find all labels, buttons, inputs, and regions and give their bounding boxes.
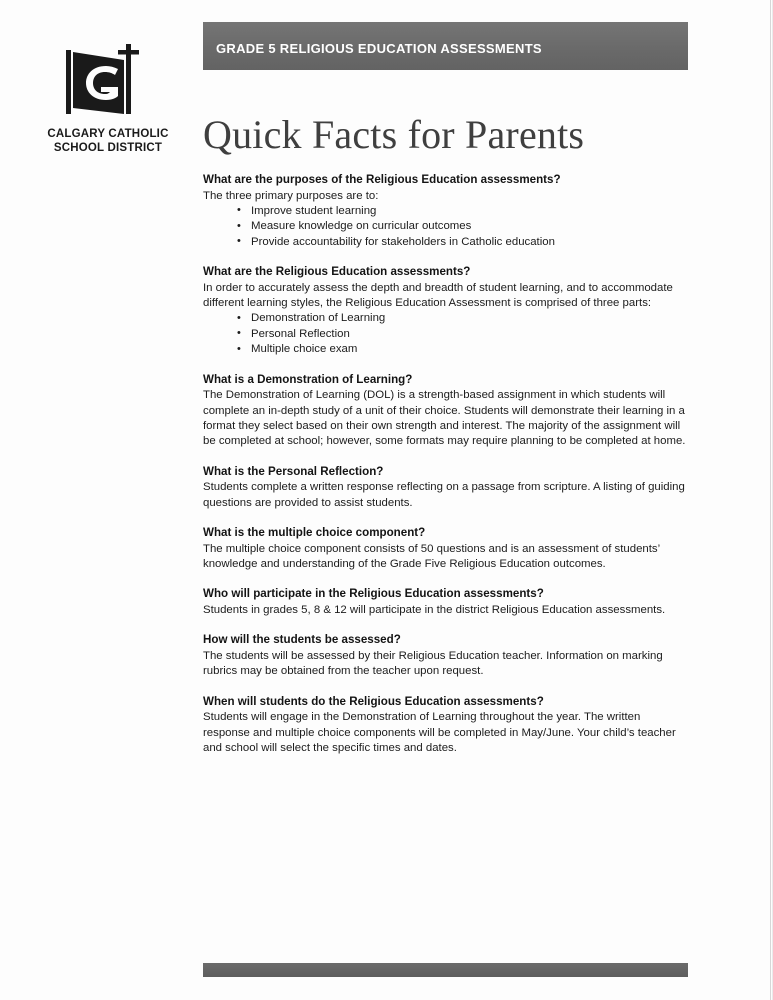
section-body: Students complete a written response reflecting on a passage from scripture. A listing of guiding questions are provided to assist students. [203,481,685,509]
list-item: • Personal Reflection [237,327,688,342]
section-heading: When will students do the Religious Education assessments? [203,694,544,708]
section-intro: The three primary purposes are to: [203,189,379,202]
section-bullet-list [203,311,688,357]
main-content [203,112,688,756]
section-body: The students will be assessed by their Religious Education teacher. Information on marking rubrics may be obtained from the teacher upon request. [203,649,663,678]
scan-edge-line [770,0,771,1000]
qa-section [203,525,688,572]
section-heading: What are the purposes of the Religious Education assessments? [203,173,561,186]
list-item: • Demonstration of Learning [237,311,688,326]
header-banner [203,22,688,70]
calgary-catholic-flag-cross-logo [60,44,156,122]
section-body: The Demonstration of Learning (DOL) is a strength-based assignment in which students will complete an in-depth study of a unit of their choice. Students will demonstrate their learning in a format they select based on their own strength and interest. The majority of the assignment will be completed at school; however, some formats may require planning to be completed at home. [203,389,686,448]
section-heading: What is a Demonstration of Learning? [203,372,413,386]
section-heading: What are the Religious Education assessments? [203,265,471,279]
qa-section [203,172,688,250]
list-item: • Provide accountability for stakeholders in Catholic education [237,235,688,250]
section-heading: How will the students be assessed? [203,633,401,647]
qa-section [203,372,688,450]
list-item: • Measure knowledge on curricular outcomes [237,219,688,234]
section-body: Students in grades 5, 8 & 12 will participate in the district Religious Education assessments. [203,603,666,616]
section-heading: What is the multiple choice component? [203,526,426,540]
section-body: The multiple choice component consists of 50 questions and is an assessment of students’ knowledge and understanding of the Grade Five Religious Education outcomes. [203,542,660,570]
qa-section [203,264,688,358]
logo-text-line2: SCHOOL DISTRICT [53,141,163,154]
header-banner-title: GRADE 5 RELIGIOUS EDUCATION ASSESSMENTS [216,41,542,56]
section-body: Students will engage in the Demonstration of Learning throughout the year. The written response and multiple choice components will be completed in May/June. Your child’s teacher and school will select the specific times and dates. [203,711,676,754]
list-item: • Improve student learning [237,204,688,219]
section-heading: Who will participate in the Religious Education assessments? [203,587,544,601]
logo-text-line1: CALGARY CATHOLIC [47,128,169,140]
section-intro: In order to accurately assess the depth and breadth of student learning, and to accommodate different learning styles, the Religious Education Assessment is comprised of three parts: [203,281,673,310]
sections-container [203,172,688,756]
list-item: • Multiple choice exam [237,342,688,357]
qa-section [203,586,688,618]
district-logo [18,44,198,155]
qa-section [203,464,688,511]
qa-section [203,632,688,679]
section-heading: What is the Personal Reflection? [203,464,384,478]
page-title: Quick Facts for Parents [203,112,585,157]
logo-text [18,128,198,155]
footer-bar [203,963,688,977]
section-bullet-list [203,204,688,250]
qa-section [203,694,688,757]
